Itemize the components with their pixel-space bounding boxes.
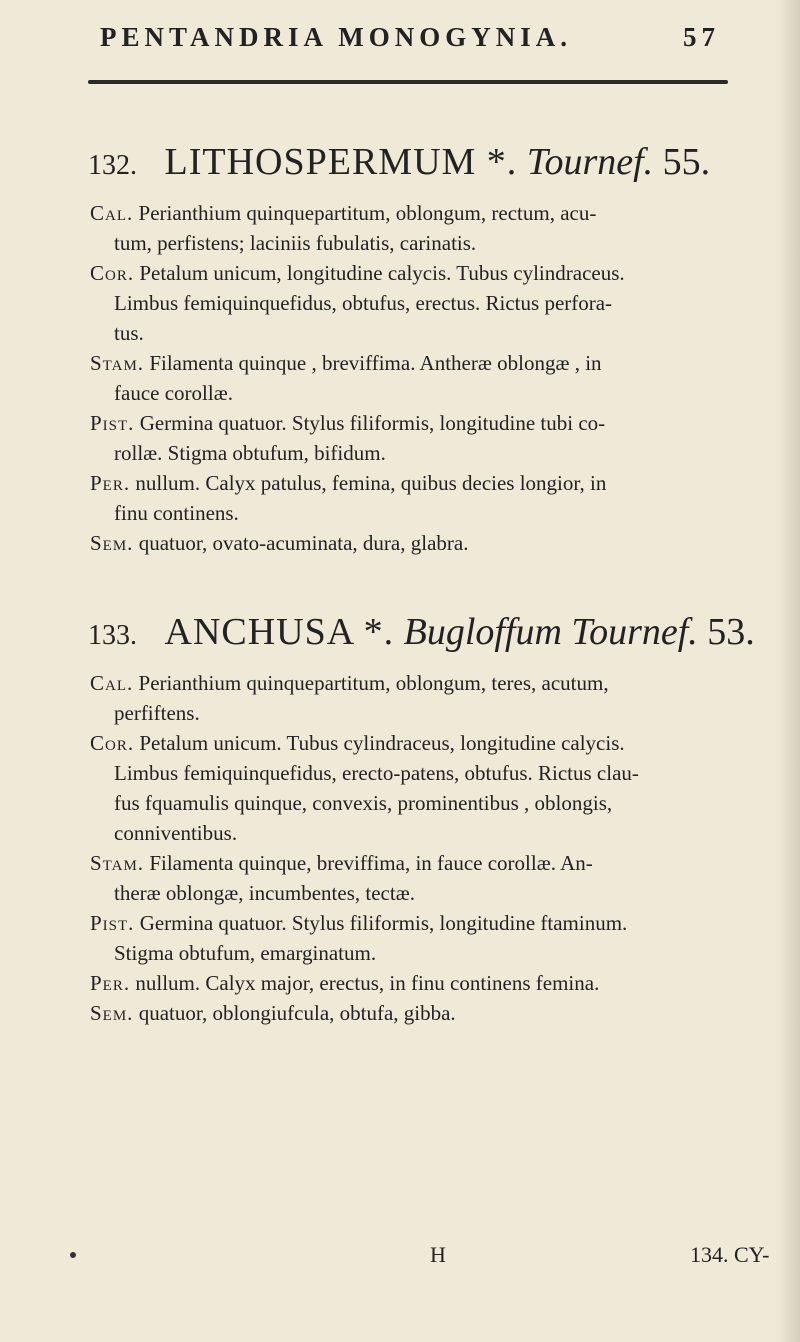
description-line: [90, 438, 740, 468]
page-edge-shadow: [778, 0, 800, 1342]
description-line: [90, 728, 740, 758]
line-text: quatuor, oblongiufcula, obtufa, gibba.: [138, 1001, 456, 1025]
description-line: [90, 698, 740, 728]
part-label: Cor.: [90, 261, 135, 285]
page-number: 57: [683, 22, 720, 52]
reference-page: 55.: [662, 141, 711, 183]
line-text: Filamenta quinque, breviffima, in fauce corollæ. An-: [149, 851, 593, 875]
description-line: [90, 228, 740, 258]
line-text: Stigma obtufum, emarginatum.: [114, 941, 377, 965]
part-label: Cor.: [90, 731, 135, 755]
part-label: Per.: [90, 471, 131, 495]
part-label: Stam.: [90, 351, 145, 375]
part-label: Per.: [90, 971, 131, 995]
part-label: Sem.: [90, 531, 134, 555]
section-description: [90, 198, 740, 558]
description-line: [90, 498, 740, 528]
line-text: Petalum unicum, longitudine calycis. Tubus cylindraceus.: [139, 261, 625, 285]
line-text: tus.: [114, 321, 144, 345]
reference-author: Tournef.: [526, 141, 654, 183]
running-title: PENTANDRIA MONOGYNIA.: [100, 22, 573, 52]
line-text: theræ oblongæ, incumbentes, tectæ.: [114, 881, 415, 905]
description-line: [90, 908, 740, 938]
description-line: [90, 878, 740, 908]
description-line: [90, 938, 740, 968]
description-line: [90, 288, 740, 318]
line-text: quatuor, ovato-acuminata, dura, glabra.: [138, 531, 469, 555]
description-line: [90, 998, 740, 1028]
description-line: [90, 528, 740, 558]
description-line: [90, 758, 740, 788]
part-label: Cal.: [90, 201, 134, 225]
line-text: conniventibus.: [114, 821, 238, 845]
part-label: Pist.: [90, 911, 135, 935]
line-text: perfiftens.: [114, 701, 200, 725]
header-rule: [88, 80, 728, 84]
part-label: Cal.: [90, 671, 134, 695]
part-label: Sem.: [90, 1001, 134, 1025]
line-text: Perianthium quinquepartitum, oblongum, rectum, acu-: [138, 201, 597, 225]
description-line: [90, 818, 740, 848]
description-line: [90, 198, 740, 228]
genus-name: LITHOSPERMUM *.: [164, 141, 518, 183]
reference-page: 53.: [707, 611, 755, 653]
description-line: [90, 968, 740, 998]
line-text: Petalum unicum. Tubus cylindraceus, longitudine calycis.: [139, 731, 625, 755]
reference-author: Bugloffum Tournef.: [403, 611, 698, 653]
description-line: [90, 848, 740, 878]
description-line: [90, 668, 740, 698]
section-title: [88, 610, 755, 654]
line-text: Limbus femiquinquefidus, obtufus, erectus. Rictus perfora-: [114, 291, 613, 315]
section-title: [88, 140, 710, 184]
running-header: [100, 22, 720, 53]
line-text: Germina quatuor. Stylus filiformis, longitudine ftaminum.: [139, 911, 628, 935]
line-text: tum, perfistens; laciniis fubulatis, carinatis.: [114, 231, 477, 255]
description-line: [90, 348, 740, 378]
section-description: [90, 668, 740, 1028]
line-text: Germina quatuor. Stylus filiformis, longitudine tubi co-: [139, 411, 606, 435]
genus-name: ANCHUSA *.: [164, 611, 395, 653]
description-line: [90, 788, 740, 818]
line-text: Limbus femiquinquefidus, erecto-patens, obtufus. Rictus clau-: [114, 761, 639, 785]
section-number: 132.: [88, 150, 137, 181]
line-text: rollæ. Stigma obtufum, bifidum.: [114, 441, 386, 465]
part-label: Stam.: [90, 851, 145, 875]
line-text: fauce corollæ.: [114, 381, 233, 405]
part-label: Pist.: [90, 411, 135, 435]
line-text: Filamenta quinque , breviffima. Antheræ oblongæ , in: [149, 351, 602, 375]
signature-mark: H: [430, 1242, 446, 1267]
line-text: nullum. Calyx patulus, femina, quibus decies longior, in: [135, 471, 607, 495]
description-line: [90, 258, 740, 288]
section-number: 133.: [88, 620, 137, 651]
ink-dot: [70, 1252, 76, 1258]
description-line: [90, 378, 740, 408]
catchword: 134. CY-: [690, 1242, 770, 1267]
line-text: nullum. Calyx major, erectus, in finu continens femina.: [135, 971, 600, 995]
description-line: [90, 468, 740, 498]
line-text: fus fquamulis quinque, convexis, prominentibus , oblongis,: [114, 791, 613, 815]
line-text: Perianthium quinquepartitum, oblongum, teres, acutum,: [138, 671, 609, 695]
description-line: [90, 408, 740, 438]
line-text: finu continens.: [114, 501, 239, 525]
description-line: [90, 318, 740, 348]
